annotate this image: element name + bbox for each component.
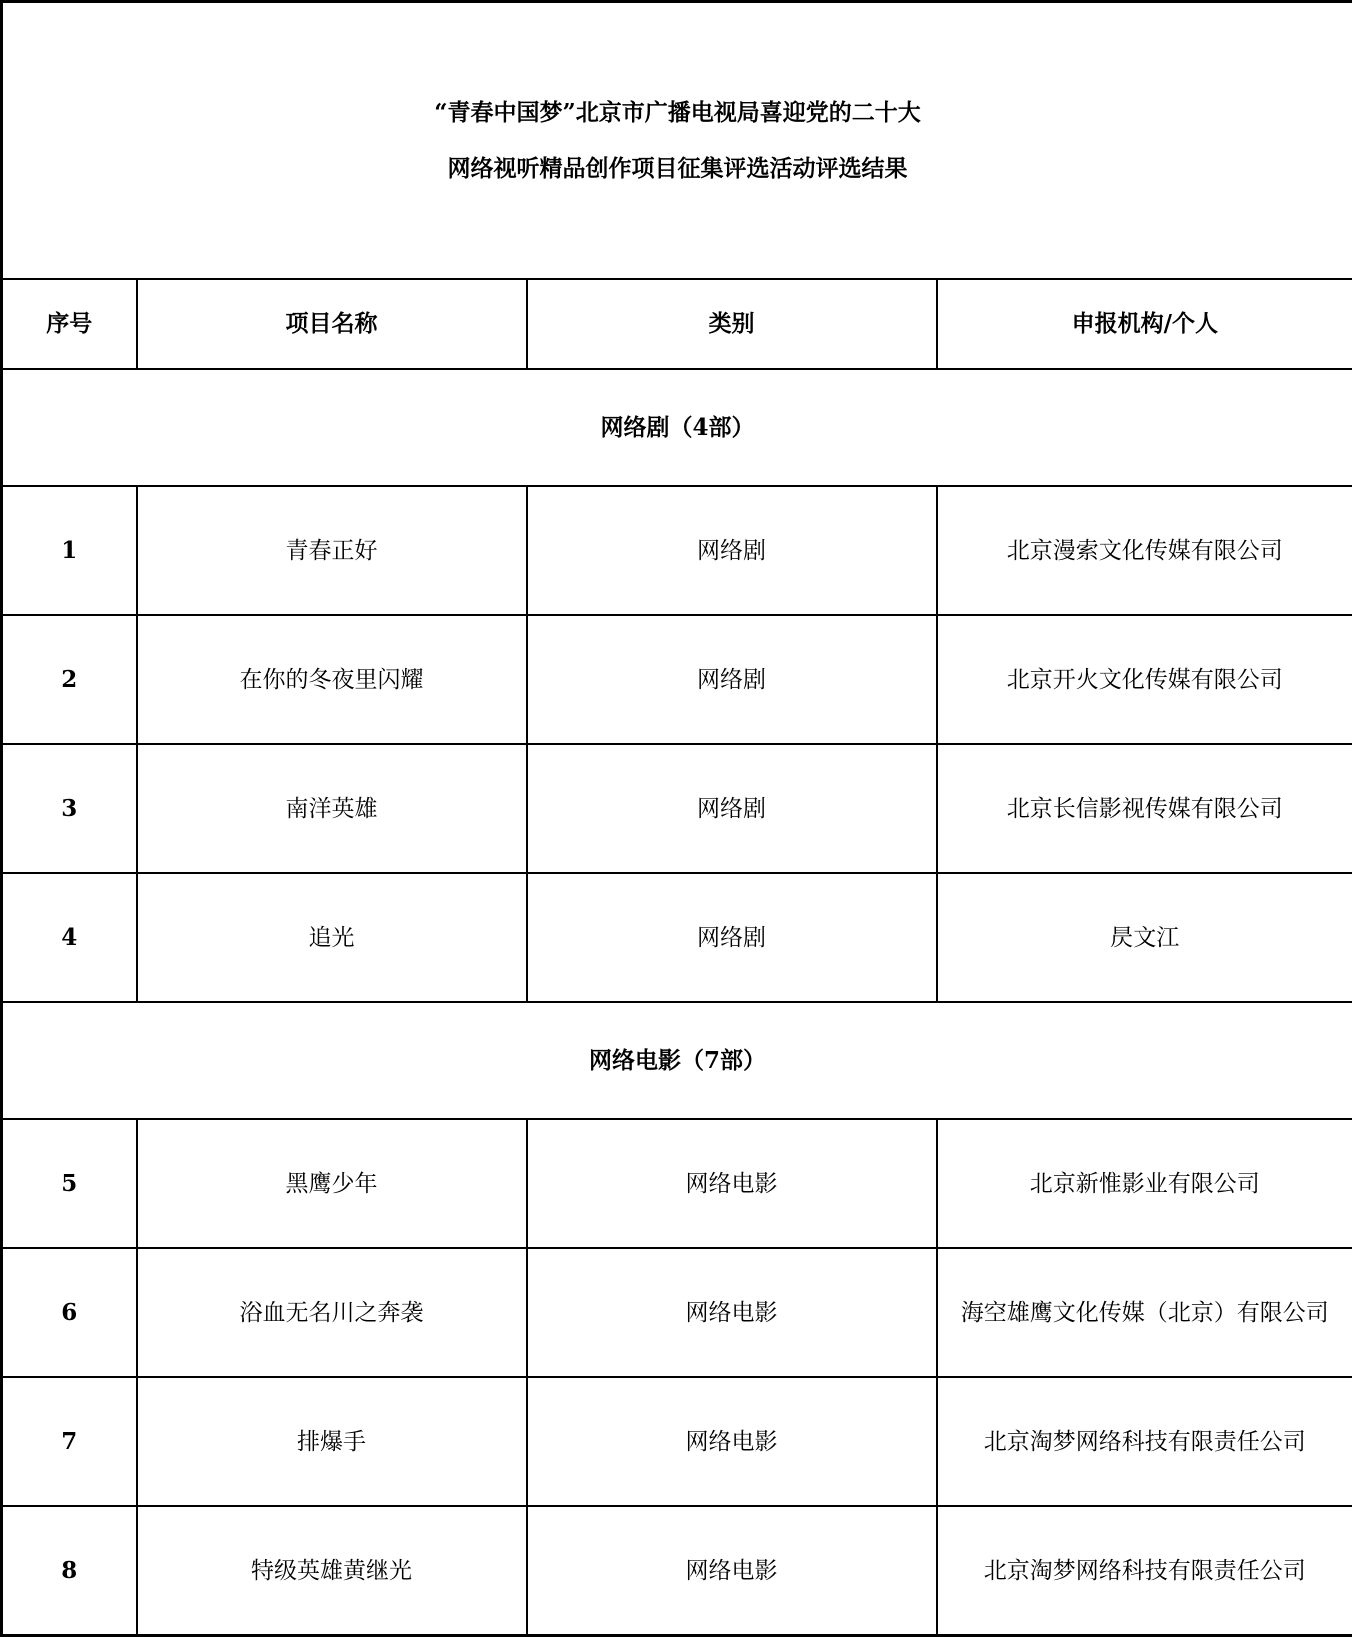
- section-label: 网络剧（4部）: [2, 369, 1352, 486]
- row-applicant: 海空雄鹰文化传媒（北京）有限公司: [950, 1284, 1340, 1342]
- table-row: [2, 1119, 1352, 1248]
- row-applicant: 北京淘梦网络科技有限责任公司: [937, 1377, 1352, 1506]
- row-index: 8: [2, 1506, 137, 1636]
- row-applicant: 北京新惟影业有限公司: [937, 1119, 1352, 1248]
- document-title: [2, 2, 1352, 280]
- row-category: 网络电影: [527, 1506, 937, 1636]
- section-row-web-films: [2, 1002, 1352, 1119]
- row-category: 网络剧: [527, 486, 937, 615]
- row-applicant-cell: [937, 1248, 1352, 1377]
- row-name: 排爆手: [137, 1377, 527, 1506]
- row-name: 浴血无名川之奔袭: [137, 1248, 527, 1377]
- row-index: 1: [2, 486, 137, 615]
- row-name: 特级英雄黄继光: [137, 1506, 527, 1636]
- title-row: [2, 2, 1352, 280]
- row-category: 网络剧: [527, 744, 937, 873]
- row-category: 网络电影: [527, 1119, 937, 1248]
- title-line-1: “青春中国梦”北京市广播电视局喜迎党的二十大: [3, 85, 1352, 141]
- row-applicant: 北京漫索文化传媒有限公司: [937, 486, 1352, 615]
- title-line-2: 网络视听精品创作项目征集评选活动评选结果: [3, 141, 1352, 197]
- row-name: 黑鹰少年: [137, 1119, 527, 1248]
- row-index: 6: [2, 1248, 137, 1377]
- row-name: 追光: [137, 873, 527, 1002]
- row-index: 5: [2, 1119, 137, 1248]
- row-applicant: 北京开火文化传媒有限公司: [937, 615, 1352, 744]
- row-category: 网络剧: [527, 615, 937, 744]
- table-row: [2, 615, 1352, 744]
- row-name: 在你的冬夜里闪耀: [137, 615, 527, 744]
- row-applicant: 昃文江: [937, 873, 1352, 1002]
- header-category: 类别: [527, 279, 937, 369]
- table-row: [2, 486, 1352, 615]
- row-index: 2: [2, 615, 137, 744]
- header-index: 序号: [2, 279, 137, 369]
- row-index: 4: [2, 873, 137, 1002]
- row-category: 网络电影: [527, 1377, 937, 1506]
- row-applicant: 北京长信影视传媒有限公司: [937, 744, 1352, 873]
- table-row: [2, 1506, 1352, 1636]
- table-row: [2, 1377, 1352, 1506]
- row-index: 3: [2, 744, 137, 873]
- table-row: [2, 1248, 1352, 1377]
- row-category: 网络剧: [527, 873, 937, 1002]
- row-applicant: 北京淘梦网络科技有限责任公司: [937, 1506, 1352, 1636]
- row-category: 网络电影: [527, 1248, 937, 1377]
- section-row-web-series: [2, 369, 1352, 486]
- header-row: [2, 279, 1352, 369]
- table-row: [2, 873, 1352, 1002]
- header-applicant: 申报机构/个人: [937, 279, 1352, 369]
- row-index: 7: [2, 1377, 137, 1506]
- header-name: 项目名称: [137, 279, 527, 369]
- row-name: 青春正好: [137, 486, 527, 615]
- row-name: 南洋英雄: [137, 744, 527, 873]
- table-row: [2, 744, 1352, 873]
- section-label: 网络电影（7部）: [2, 1002, 1352, 1119]
